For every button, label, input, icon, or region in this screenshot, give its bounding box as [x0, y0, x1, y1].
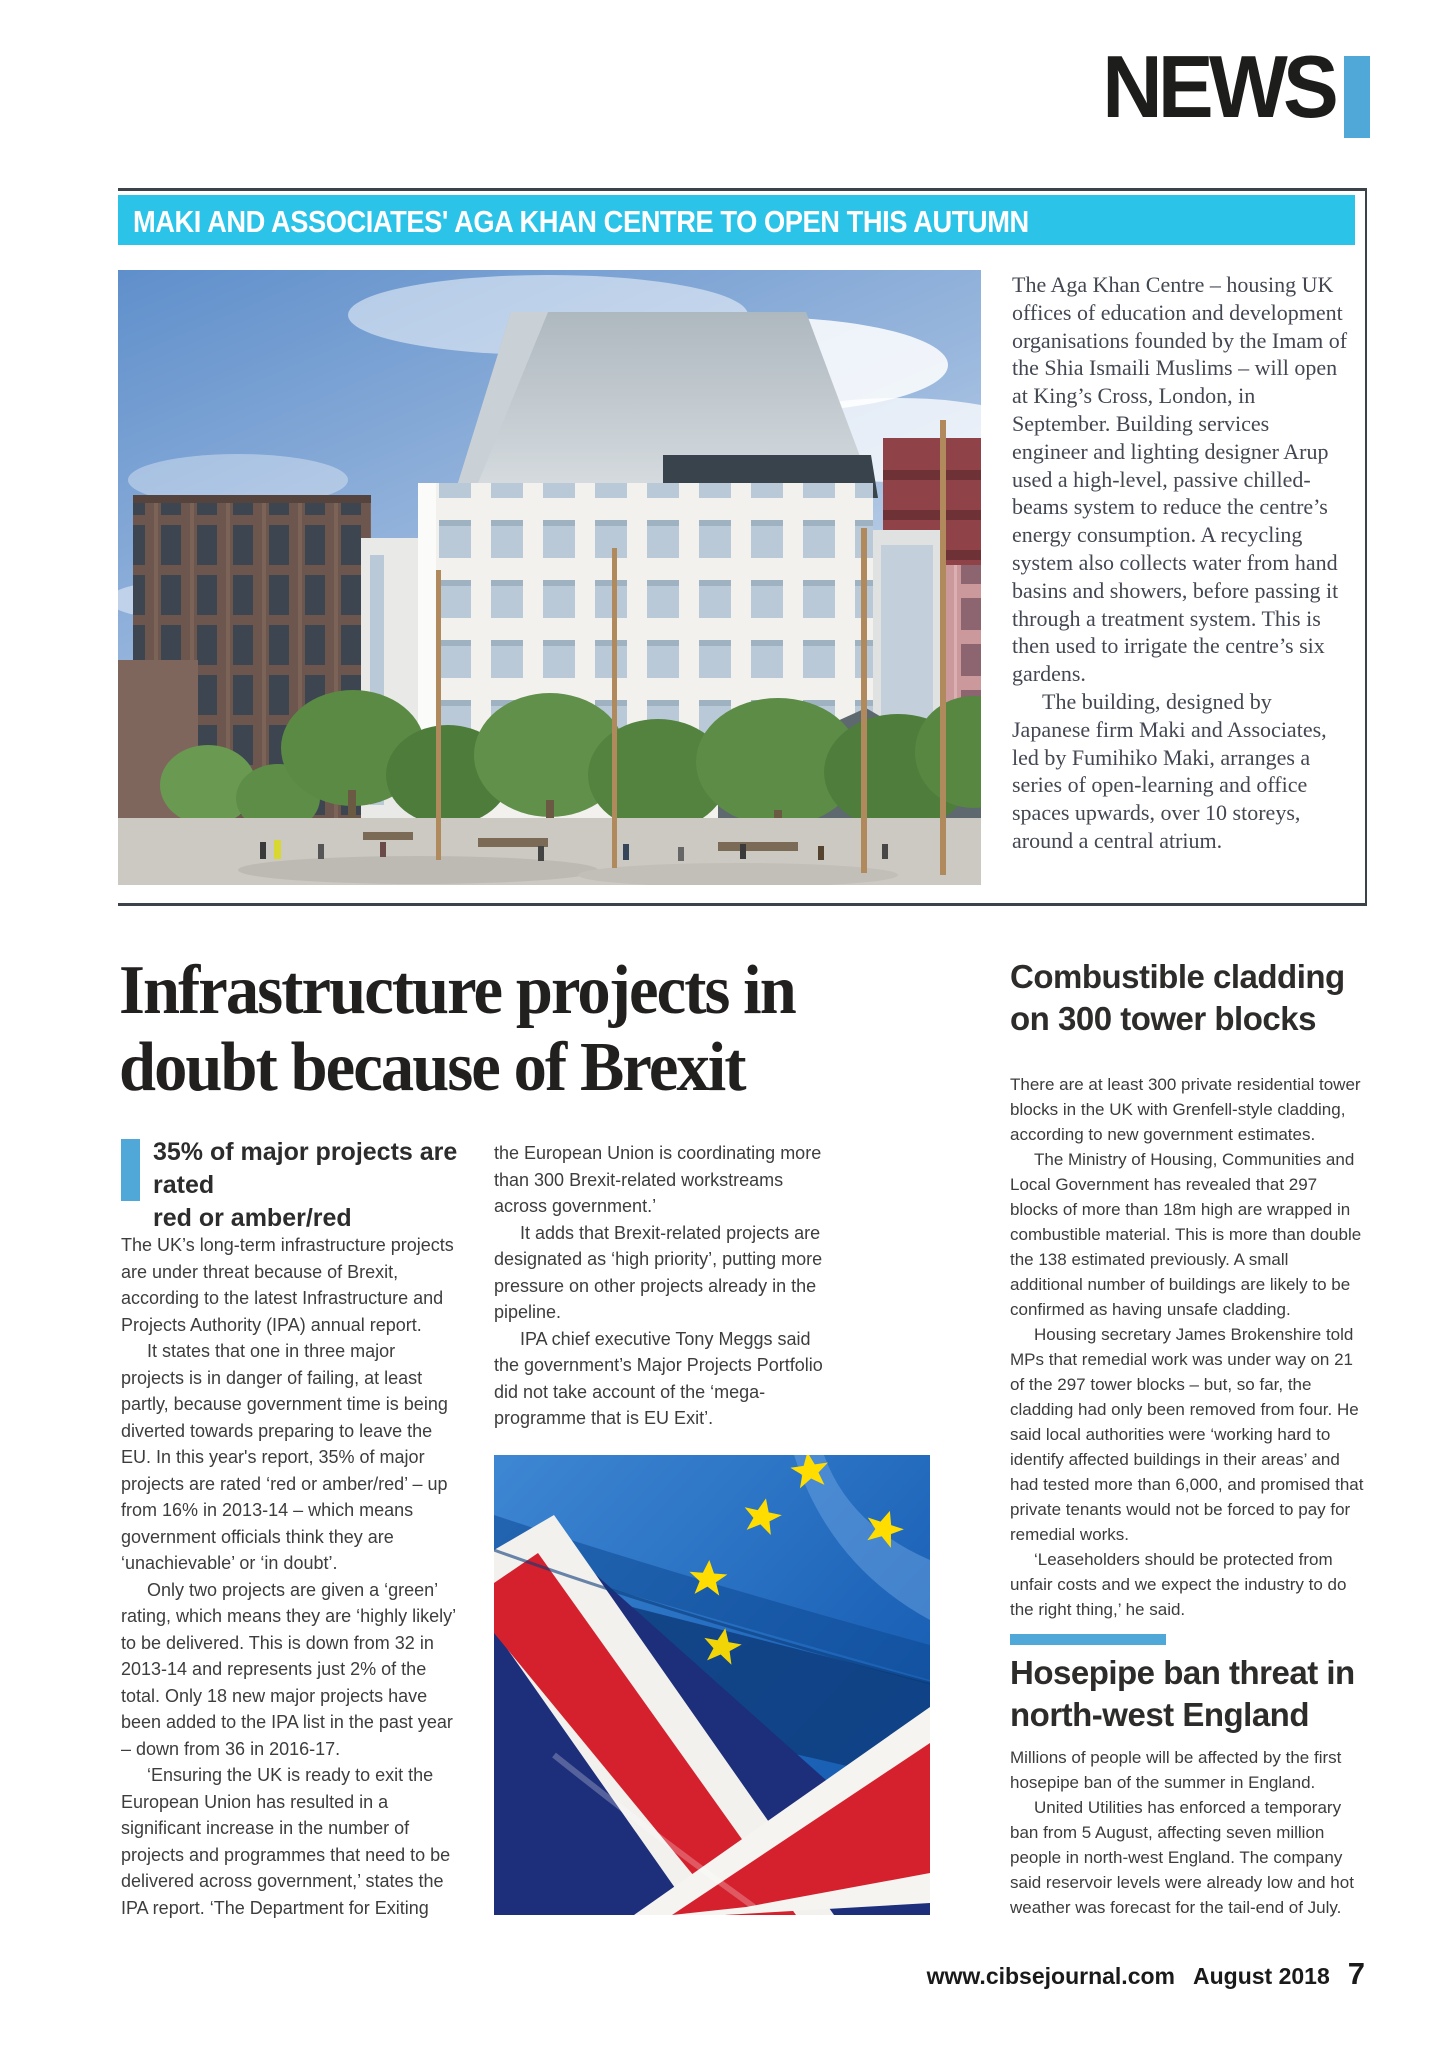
body-paragraph: The UK’s long-term infrastructure projects are under threat because of Brexit, according to the latest Infrastructure and Projects Authority (IPA) annual report.: [121, 1235, 454, 1335]
lead-story-banner-title: MAKI AND ASSOCIATES' AGA KHAN CENTRE TO OPEN THIS AUTUMN: [133, 204, 1029, 239]
lead-story-text: [1012, 271, 1348, 889]
headline-line: north-west England: [1010, 1696, 1309, 1733]
main-headline: [119, 952, 955, 1106]
footer-page-number: 7: [1347, 1956, 1365, 1991]
body-paragraph: ‘Leaseholders should be protected from unfair costs and we expect the industry to do the right thing,’ he said.: [1010, 1550, 1347, 1619]
lead-story-box: [118, 188, 1367, 906]
body-paragraph: Only two projects are given a ‘green’ rating, which means they are ‘highly likely’ to be delivered. This is down from 32 in 2013-14 and represents just 2% of the total. Only 18 new major projects have been added to the IPA list in the past year – down from 36 in 2016-17.: [121, 1579, 456, 1759]
headline-line: on 300 tower blocks: [1010, 1000, 1316, 1037]
lead-story-banner: [118, 195, 1355, 245]
body-paragraph: Millions of people will be affected by the first hosepipe ban of the summer in England.: [1010, 1748, 1342, 1792]
standfirst-line: red or amber/red: [153, 1204, 352, 1232]
building-photo-illustration: [118, 270, 981, 885]
news-section-label: NEWS: [1102, 37, 1334, 136]
body-paragraph: There are at least 300 private residential tower blocks in the UK with Grenfell-style cladding, according to new government estimates.: [1010, 1075, 1361, 1144]
standfirst-accent-bar: [121, 1139, 140, 1201]
sidebar-article-hosepipe: [1010, 1745, 1364, 1945]
headline-line: Hosepipe ban threat in: [1010, 1654, 1355, 1691]
body-paragraph: It states that one in three major projects is in danger of failing, at least partly, because government time is being diverted towards preparing to leave the EU. In this year's report, 35% of major projects are rated ‘red or amber/red’ – up from 16% in 2013-14 – which means government officials think they are ‘unachievable’ or ‘in doubt’.: [121, 1341, 448, 1573]
lead-paragraph: The Aga Khan Centre – housing UK offices of education and development organisations founded by the Imam of the Shia Ismaili Muslims – will open at King’s Cross, London, in September. Building services engineer and lighting designer Arup used a high-level, passive chilled-beams system to reduce the centre’s energy consumption. A recycling system also collects water from hand basins and showers, before passing it through a treatment system. This is then used to irrigate the centre’s six gardens.: [1012, 272, 1348, 687]
footer-website: www.cibsejournal.com: [926, 1963, 1175, 1989]
news-accent-bar: [1344, 56, 1370, 138]
article-column-1: [121, 1232, 463, 2022]
body-paragraph: IPA chief executive Tony Meggs said the government’s Major Projects Portfolio did not take account of the ‘mega-programme that is EU Exit’.: [494, 1328, 823, 1428]
eu-uk-flags-photo: [494, 1455, 930, 1915]
headline-line: Combustible cladding: [1010, 958, 1345, 995]
article-column-2: [494, 1140, 836, 1440]
page-footer: [927, 1956, 1365, 1992]
body-paragraph: United Utilities has enforced a temporary ban from 5 August, affecting seven million people in north-west England. The company said reservoir levels were already low and hot weather was forecast for the tail-end of July.: [1010, 1798, 1354, 1917]
aga-khan-centre-photo: [118, 270, 981, 885]
footer-issue: August 2018: [1192, 1963, 1330, 1989]
flags-illustration: [494, 1455, 930, 1915]
headline-line: doubt because of Brexit: [119, 1029, 745, 1106]
sidebar-headline-hosepipe: [1010, 1652, 1380, 1736]
news-masthead: [1100, 37, 1370, 142]
body-paragraph: the European Union is coordinating more than 300 Brexit-related workstreams across government.’: [494, 1143, 822, 1216]
sidebar-divider-bar: [1010, 1634, 1166, 1645]
sidebar-headline-cladding: [1010, 956, 1380, 1040]
lead-paragraph: The building, designed by Japanese firm Maki and Associates, led by Fumihiko Maki, arranges a series of open-learning and office spaces upwards, over 10 storeys, around a central atrium.: [1012, 688, 1327, 853]
body-paragraph: It adds that Brexit-related projects are designated as ‘high priority’, putting more pressure on other projects already in the pipeline.: [494, 1222, 823, 1322]
standfirst-line: 35% of major projects are rated: [153, 1138, 458, 1199]
sidebar-article-cladding: [1010, 1072, 1364, 1628]
body-paragraph: Housing secretary James Brokenshire told MPs that remedial work was under way on 21 of the 297 tower blocks – but, so far, the cladding had only been removed from four. He said local authorities were ‘working hard to identify affected buildings in their areas’ and had tested more than 6,000, and promised that private tenants would not be forced to pay for remedial works.: [1010, 1325, 1364, 1544]
headline-line: Infrastructure projects in: [119, 952, 795, 1029]
body-paragraph: ‘Ensuring the UK is ready to exit the European Union has resulted in a significant increase in the number of projects and programmes that need to be delivered across government,’ states the IPA report. ‘The Department for Exiting: [121, 1765, 451, 1918]
body-paragraph: The Ministry of Housing, Communities and Local Government has revealed that 297 blocks of more than 18m high are wrapped in combustible material. This is more than double the 138 estimated previously. A small additional number of buildings are likely to be confirmed as having unsafe cladding.: [1010, 1150, 1362, 1319]
